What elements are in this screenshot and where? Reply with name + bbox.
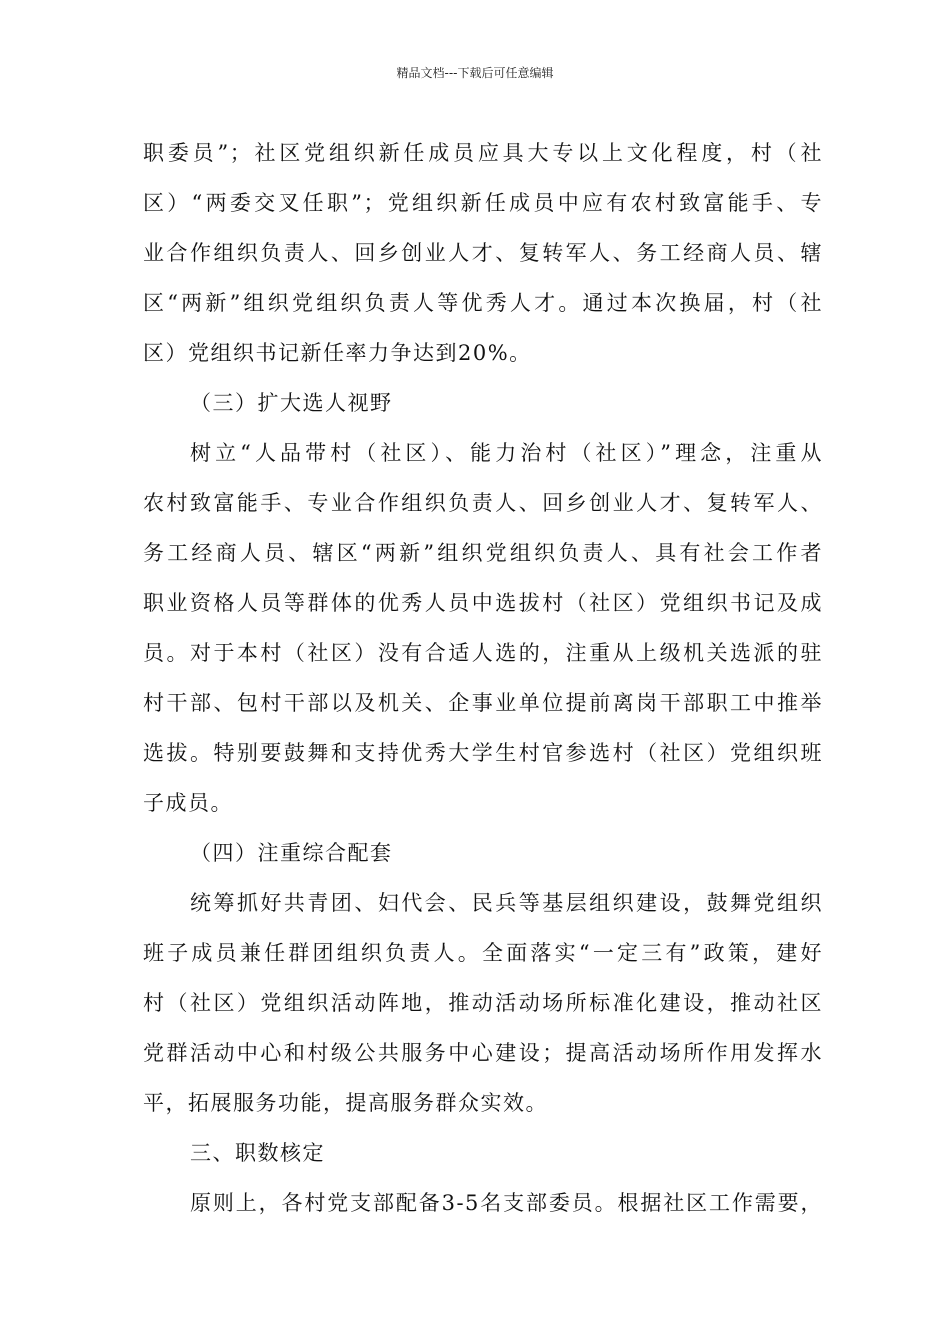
body-line: 选拔。特别要鼓舞和支持优秀大学生村官参选村（社区）党组织班	[143, 741, 823, 765]
section-heading: 三、职数核定	[190, 1141, 325, 1165]
section-heading: （三）扩大选人视野	[190, 391, 393, 415]
body-line: 树立“人品带村（社区）、能力治村（社区）”理念，注重从	[190, 441, 823, 465]
body-line: 区）“两委交叉任职”；党组织新任成员中应有农村致富能手、专	[143, 191, 823, 215]
body-line: 平，拓展服务功能，提高服务群众实效。	[143, 1091, 548, 1115]
body-line: 党群活动中心和村级公共服务中心建设；提高活动场所作用发挥水	[143, 1041, 823, 1065]
body-line: 原则上，各村党支部配备3-5名支部委员。根据社区工作需要，	[190, 1191, 823, 1215]
body-line: 职业资格人员等群体的优秀人员中选拔村（社区）党组织书记及成	[143, 591, 823, 615]
body-line: 业合作组织负责人、回乡创业人才、复转军人、务工经商人员、辖	[143, 241, 823, 265]
body-line: 班子成员兼任群团组织负责人。全面落实“一定三有”政策，建好	[143, 941, 823, 965]
body-line: 统筹抓好共青团、妇代会、民兵等基层组织建设，鼓舞党组织	[190, 891, 823, 915]
body-line: 务工经商人员、辖区“两新”组织党组织负责人、具有社会工作者	[143, 541, 823, 565]
body-line: 村干部、包村干部以及机关、企事业单位提前离岗干部职工中推举	[143, 691, 823, 715]
body-line: 村（社区）党组织活动阵地，推动活动场所标准化建设，推动社区	[143, 991, 823, 1015]
body-line: 区）党组织书记新任率力争达到20%。	[143, 341, 532, 365]
body-line: 区“两新”组织党组织负责人等优秀人才。通过本次换届，村（社	[143, 291, 823, 315]
body-line: 员。对于本村（社区）没有合适人选的，注重从上级机关选派的驻	[143, 641, 823, 665]
body-line: 子成员。	[143, 791, 233, 815]
page-header: 精品文档---下载后可任意编辑	[396, 66, 554, 80]
body-line: 职委员”；社区党组织新任成员应具大专以上文化程度，村（社	[143, 141, 823, 165]
section-heading: （四）注重综合配套	[190, 841, 393, 865]
body-line: 农村致富能手、专业合作组织负责人、回乡创业人才、复转军人、	[143, 491, 823, 515]
